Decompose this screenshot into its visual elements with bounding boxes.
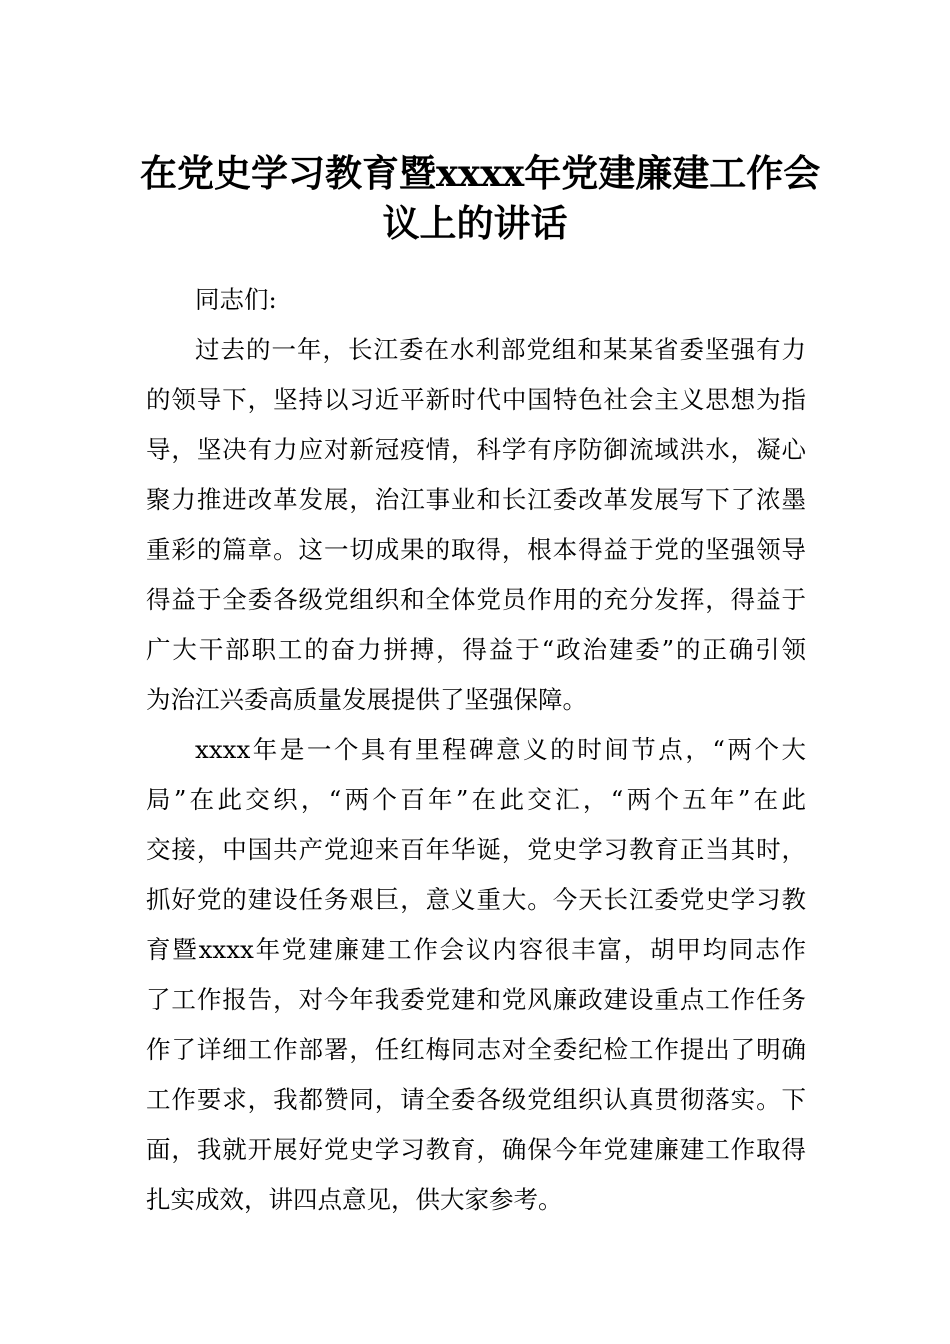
paragraph-2-line: 了工作报告，对今年我委党建和党风廉政建设重点工作任务 (146, 985, 806, 1014)
paragraph-1-line: 过去的一年，长江委在水利部党组和某某省委坚强有力 (195, 335, 806, 364)
paragraph-2-line: 工作要求，我都赞同，请全委各级党组织认真贯彻落实。下 (146, 1085, 806, 1114)
paragraph-2-line: 扎实成效，讲四点意见，供大家参考。 (146, 1185, 563, 1214)
paragraph-1-line: 为治江兴委高质量发展提供了坚强保障。 (146, 685, 587, 714)
paragraph-2-line: 抓好党的建设任务艰巨，意义重大。今天长江委党史学习教 (146, 885, 806, 914)
paragraph-1-line: 广大干部职工的奋力拼搏，得益于“政治建委”的正确引领 (146, 635, 806, 664)
paragraph-1-line: 得益于全委各级党组织和全体党员作用的充分发挥，得益于 (146, 585, 806, 614)
paragraph-2-line: 作了详细工作部署，任红梅同志对全委纪检工作提出了明确 (146, 1035, 806, 1064)
document-title-line-1: 在党史学习教育暨xxxx年党建廉建工作会 (140, 151, 821, 195)
salutation: 同志们: (195, 285, 277, 314)
paragraph-1-line: 的领导下，坚持以习近平新时代中国特色社会主义思想为指 (146, 385, 806, 414)
paragraph-1-line: 重彩的篇章。这一切成果的取得，根本得益于党的坚强领导 (146, 535, 806, 564)
paragraph-2-line: xxxx年是一个具有里程碑意义的时间节点，“两个大 (195, 735, 806, 764)
paragraph-2-line: 局”在此交织，“两个百年”在此交汇，“两个五年”在此 (146, 785, 806, 814)
paragraph-1-line: 聚力推进改革发展，治江事业和长江委改革发展写下了浓墨 (146, 485, 806, 514)
paragraph-2-line: 面，我就开展好党史学习教育，确保今年党建廉建工作取得 (146, 1135, 806, 1164)
document-title-line-2: 议上的讲话 (382, 201, 568, 245)
paragraph-2-line: 育暨xxxx年党建廉建工作会议内容很丰富，胡甲均同志作 (146, 935, 806, 964)
paragraph-1-line: 导，坚决有力应对新冠疫情，科学有序防御流域洪水，凝心 (146, 435, 806, 464)
paragraph-2-line: 交接，中国共产党迎来百年华诞，党史学习教育正当其时， (146, 835, 806, 864)
